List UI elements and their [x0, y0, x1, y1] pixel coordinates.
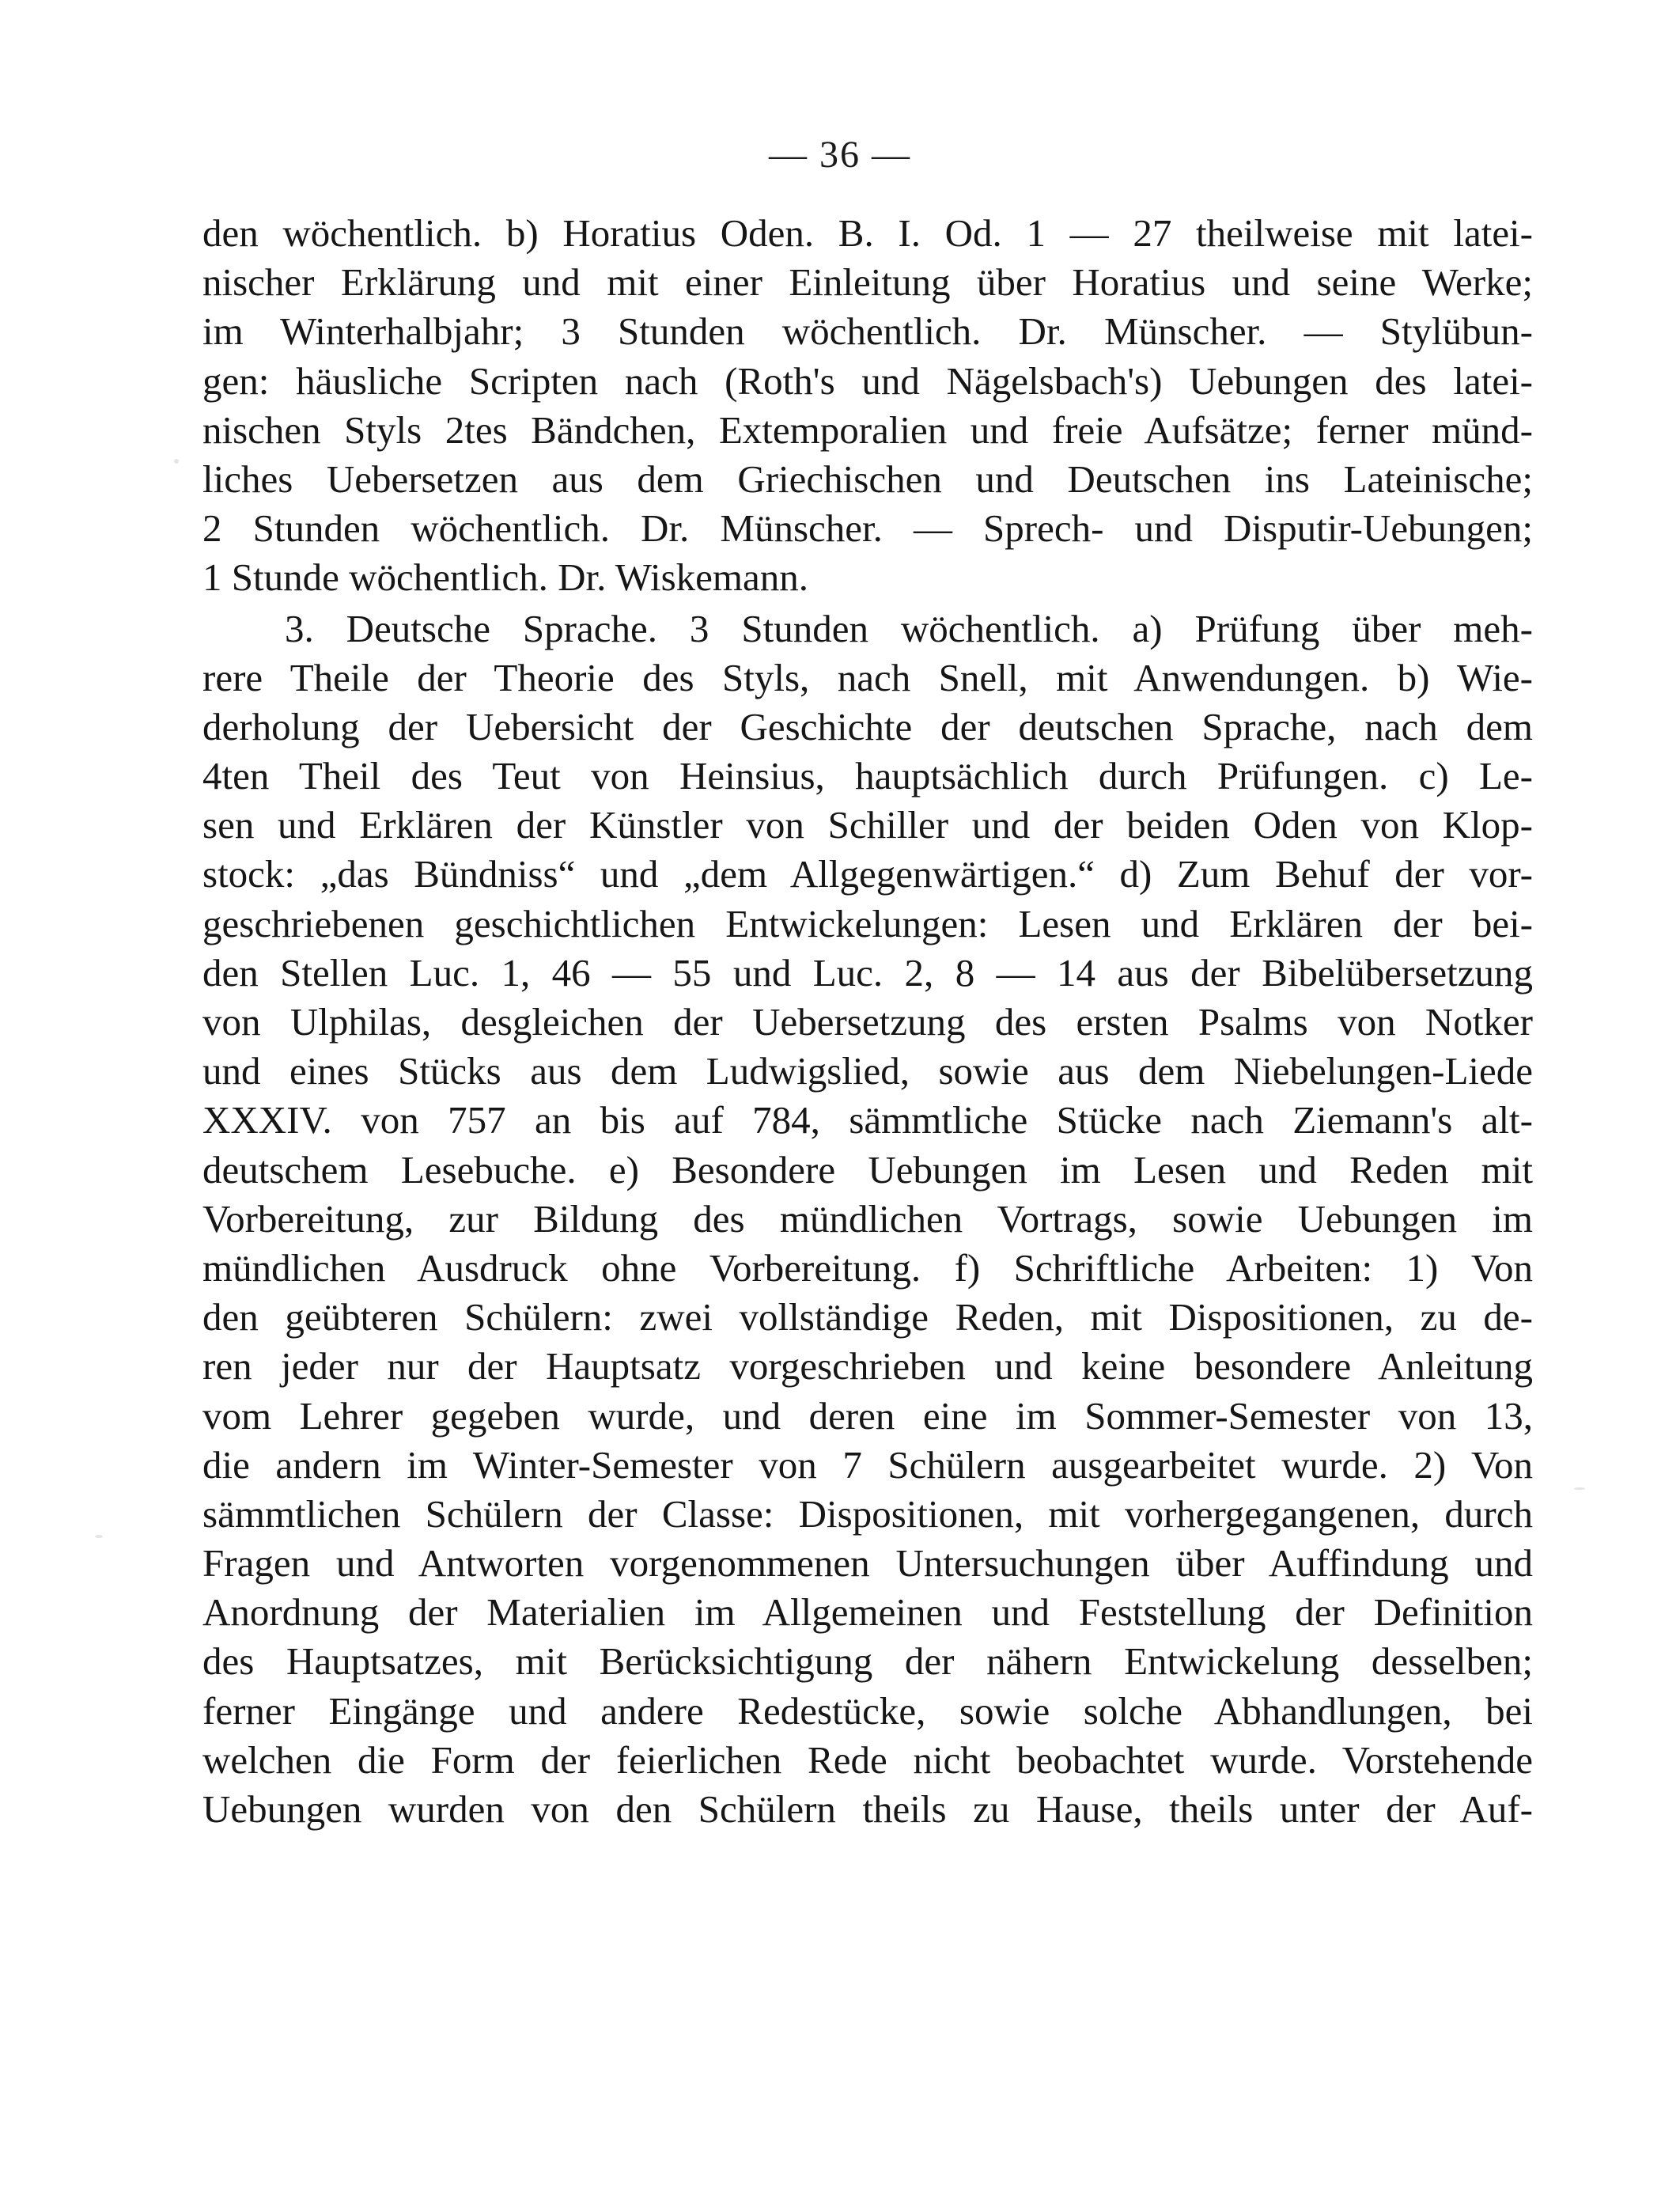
- text-line: rere Theile der Theorie des Styls, nach Snell, mit Anwendungen. b) Wie-: [202, 655, 1533, 699]
- text-line: nischen Styls 2tes Bändchen, Extemporalien und freie Aufsätze; ferner münd-: [202, 407, 1533, 452]
- text-line: und eines Stücks aus dem Ludwigslied, sowie aus dem Niebelungen-Liede: [202, 1049, 1533, 1093]
- text-line: stock: „das Bündniss“ und „dem Allgegenwärtigen.“ d) Zum Behuf der vor-: [202, 852, 1533, 896]
- text-line: geschriebenen geschichtlichen Entwickelungen: Lesen und Erklären der bei-: [202, 901, 1533, 945]
- text-line: welchen die Form der feierlichen Rede nicht beobachtet wurde. Vorstehende: [202, 1737, 1533, 1782]
- page-number: — 36 —: [769, 134, 911, 176]
- text-line: Uebungen wurden von den Schülern theils zu Hause, theils unter der Auf-: [202, 1787, 1533, 1831]
- text-line: XXXIV. von 757 an bis auf 784, sämmtliche Stücke nach Ziemann's alt-: [202, 1098, 1533, 1142]
- text-line: sämmtlichen Schülern der Classe: Dispositionen, mit vorhergegangenen, durch: [202, 1491, 1533, 1536]
- text-line: vom Lehrer gegeben wurde, und deren eine im Sommer-Semester von 13,: [202, 1393, 1533, 1438]
- text-line: liches Uebersetzen aus dem Griechischen und Deutschen ins Lateinische;: [202, 457, 1533, 501]
- text-line: nischer Erklärung und mit einer Einleitung über Horatius und seine Werke;: [202, 260, 1533, 305]
- paper-speck: [174, 459, 179, 464]
- body-text: [202, 209, 1533, 1834]
- paper-speck: [95, 1535, 103, 1538]
- text-line: den wöchentlich. b) Horatius Oden. B. I. Od. 1 — 27 theilweise mit latei-: [202, 211, 1533, 255]
- text-line: deutschem Lesebuche. e) Besondere Uebungen im Lesen und Reden mit: [202, 1147, 1533, 1192]
- text-line: gen: häusliche Scripten nach (Roth's und Nägelsbach's) Uebungen des latei-: [202, 358, 1533, 403]
- section-heading-line: 3. Deutsche Sprache. 3 Stunden wöchentlich. a) Prüfung über meh-: [285, 606, 1533, 650]
- text-line: ferner Eingänge und andere Redestücke, sowie solche Abhandlungen, bei: [202, 1688, 1533, 1733]
- text-line: derholung der Uebersicht der Geschichte der deutschen Sprache, nach dem: [202, 704, 1533, 748]
- text-line: Anordnung der Materialien im Allgemeinen und Feststellung der Definition: [202, 1590, 1533, 1635]
- text-line: mündlichen Ausdruck ohne Vorbereitung. f) Schriftliche Arbeiten: 1) Von: [202, 1245, 1533, 1290]
- text-line: Fragen und Antworten vorgenommenen Untersuchungen über Auffindung und: [202, 1541, 1533, 1586]
- text-line: Vorbereitung, zur Bildung des mündlichen Vortrags, sowie Uebungen im: [202, 1196, 1533, 1241]
- text-line: 1 Stunde wöchentlich. Dr. Wiskemann.: [202, 555, 809, 600]
- paper-speck: [1574, 1487, 1585, 1490]
- text-line: den Stellen Luc. 1, 46 — 55 und Luc. 2, 8 — 14 aus der Bibelübersetzung: [202, 950, 1533, 995]
- text-line: 2 Stunden wöchentlich. Dr. Münscher. — Sprech- und Disputir-Uebungen;: [202, 506, 1533, 551]
- text-line: die andern im Winter-Semester von 7 Schülern ausgearbeitet wurde. 2) Von: [202, 1442, 1533, 1487]
- text-line: 4ten Theil des Teut von Heinsius, hauptsächlich durch Prüfungen. c) Le-: [202, 754, 1533, 798]
- text-line: den geübteren Schülern: zwei vollständige Reden, mit Dispositionen, zu de-: [202, 1295, 1533, 1339]
- text-line: von Ulphilas, desgleichen der Uebersetzung des ersten Psalms von Notker: [202, 1000, 1533, 1044]
- text-line: im Winterhalbjahr; 3 Stunden wöchentlich. Dr. Münscher. — Stylübun-: [202, 309, 1533, 354]
- text-line: des Hauptsatzes, mit Berücksichtigung der nähern Entwickelung desselben;: [202, 1639, 1533, 1684]
- text-line: ren jeder nur der Hauptsatz vorgeschrieben und keine besondere Anleitung: [202, 1344, 1533, 1389]
- text-line: sen und Erklären der Künstler von Schiller und der beiden Oden von Klop-: [202, 803, 1533, 847]
